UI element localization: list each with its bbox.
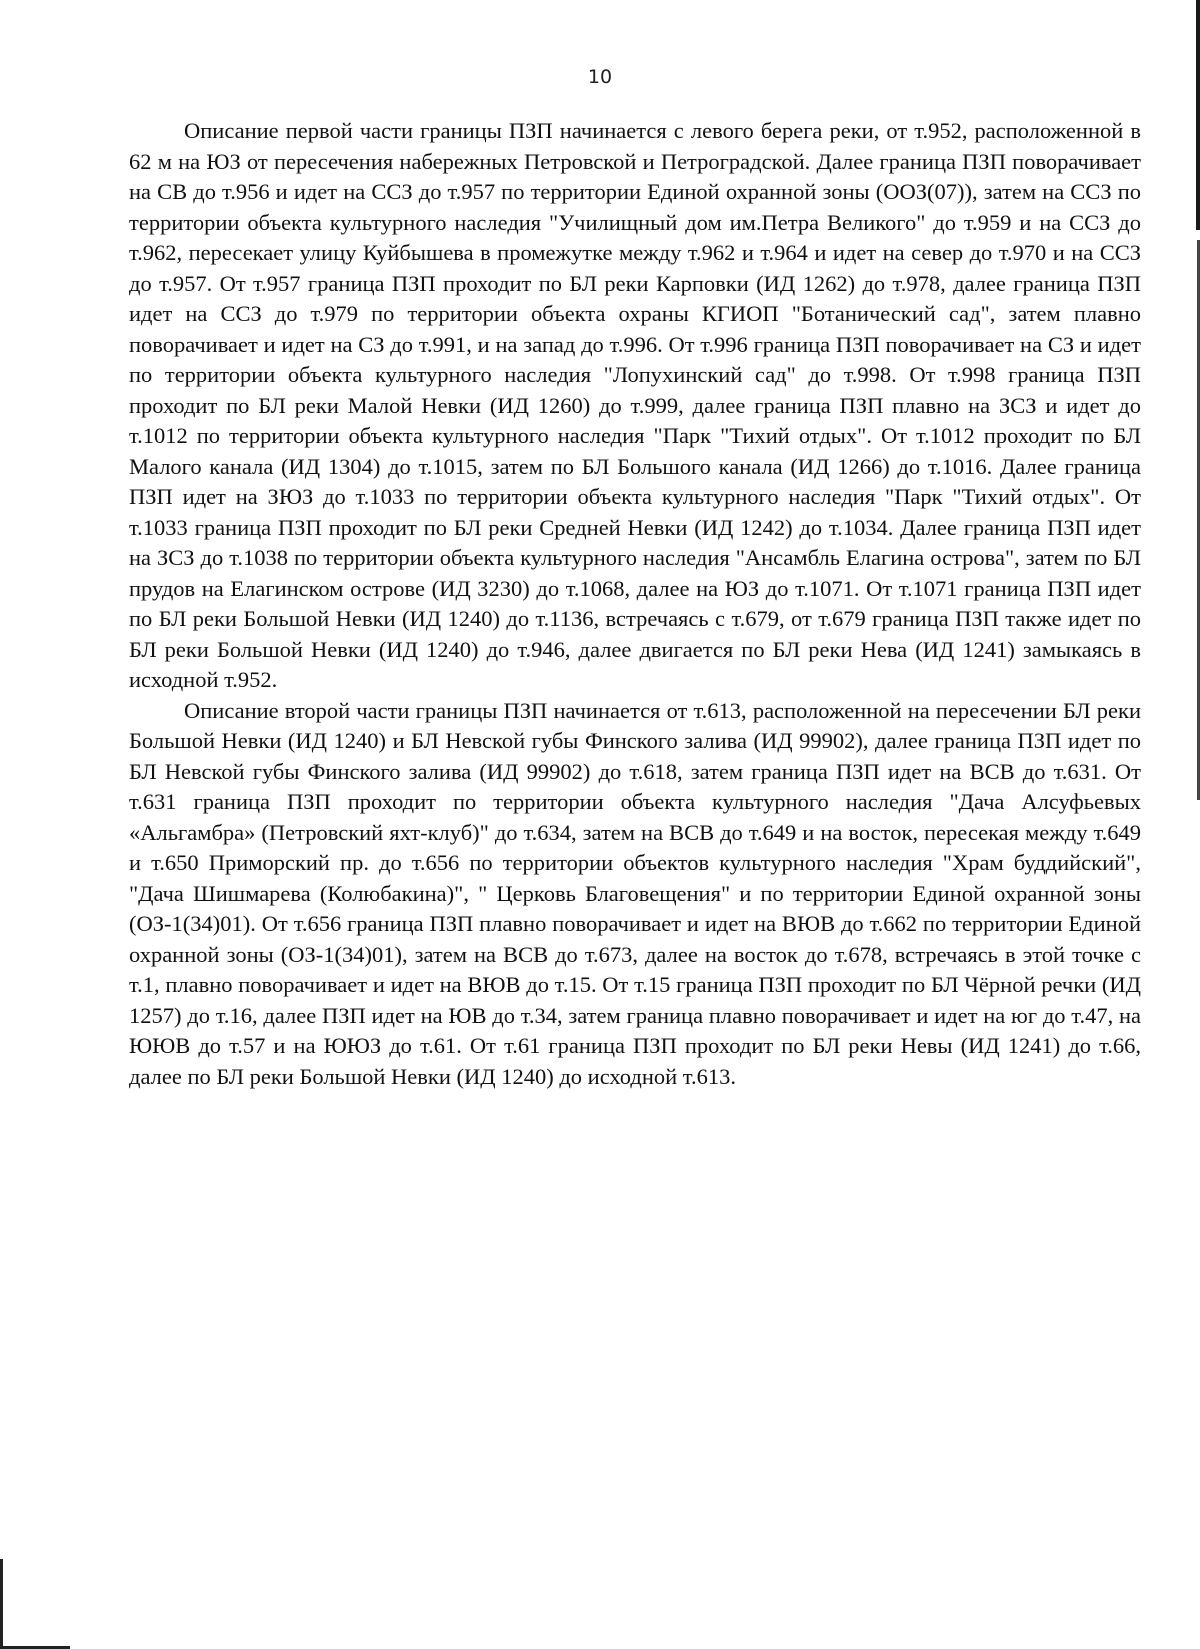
document-body	[129, 116, 1141, 1092]
scan-edge-left-bottom	[0, 1559, 3, 1649]
paragraph-first-part-boundary: Описание первой части границы ПЗП начинается с левого берега реки, от т.952, расположенной в 62 м на ЮЗ от пересечения набережных Петровской и Петроградской. Далее граница ПЗП поворачивает на СВ до т.956 и идет на ССЗ до т.957 по территории Единой охранной зоны (ООЗ(07)), затем на ССЗ по территории объекта культурного наследия "Училищный дом им.Петра Великого" до т.959 и на ССЗ до т.962, пересекает улицу Куйбышева в промежутке между т.962 и т.964 и идет на север до т.970 и на ССЗ до т.957. От т.957 граница ПЗП проходит по БЛ реки Карповки (ИД 1262) до т.978, далее граница ПЗП идет на ССЗ до т.979 по территории объекта охраны КГИОП "Ботанический сад", затем плавно поворачивает и идет на СЗ до т.991, и на запад до т.996. От т.996 граница ПЗП поворачивает на СЗ и идет по территории объекта культурного наследия "Лопухинский сад" до т.998. От т.998 граница ПЗП проходит по БЛ реки Малой Невки (ИД 1260) до т.999, далее граница ПЗП плавно на ЗСЗ и идет до т.1012 по территории объекта культурного наследия "Парк "Тихий отдых". От т.1012 проходит по БЛ Малого канала (ИД 1304) до т.1015, затем по БЛ Большого канала (ИД 1266) до т.1016. Далее граница ПЗП идет на ЗЮЗ до т.1033 по территории объекта культурного наследия "Парк "Тихий отдых". От т.1033 граница ПЗП проходит по БЛ реки Средней Невки (ИД 1242) до т.1034. Далее граница ПЗП идет на ЗСЗ до т.1038 по территории объекта культурного наследия "Ансамбль Елагина острова", затем по БЛ прудов на Елагинском острове (ИД 3230) до т.1068, далее на ЮЗ до т.1071. От т.1071 граница ПЗП идет по БЛ реки Большой Невки (ИД 1240) до т.1136, встречаясь с т.679, от т.679 граница ПЗП также идет по БЛ реки Большой Невки (ИД 1240) до т.946, далее двигается по БЛ реки Нева (ИД 1241) замыкаясь в исходной т.952.	[129, 118, 1141, 692]
paragraph-second-part-boundary: Описание второй части границы ПЗП начинается от т.613, расположенной на пересечении БЛ реки Большой Невки (ИД 1240) и БЛ Невской губы Финского залива (ИД 99902), далее граница ПЗП идет по БЛ Невской губы Финского залива (ИД 99902) до т.618, затем граница ПЗП идет на ВСВ до т.631. От т.631 граница ПЗП проходит по территории объекта культурного наследия "Дача Алсуфьевых «Альгамбра» (Петровский яхт-клуб)" до т.634, затем на ВСВ до т.649 и на восток, пересекая между т.649 и т.650 Приморский пр. до т.656 по территории объектов культурного наследия "Храм буддийский", "Дача Шишмарева (Колюбакина)", " Церковь Благовещения" и по территории Единой охранной зоны (ОЗ-1(34)01). От т.656 граница ПЗП плавно поворачивает и идет на ВЮВ до т.662 по территории Единой охранной зоны (ОЗ-1(34)01), затем на ВСВ до т.673, далее на восток до т.678, встречаясь в этой точке с т.1, плавно поворачивает и идет на ВЮВ до т.15. От т.15 граница ПЗП проходит по БЛ Чёрной речки (ИД 1257) до т.16, далее ПЗП идет на ЮВ до т.34, затем граница плавно поворачивает и идет на юг до т.47, на ЮЮВ до т.57 и на ЮЮЗ до т.61. От т.61 граница ПЗП проходит по БЛ реки Невы (ИД 1241) до т.66, далее по БЛ реки Большой Невки (ИД 1240) до исходной т.613.	[129, 697, 1141, 1089]
page-number: 10	[587, 66, 613, 88]
scan-edge-right	[1196, 0, 1200, 230]
